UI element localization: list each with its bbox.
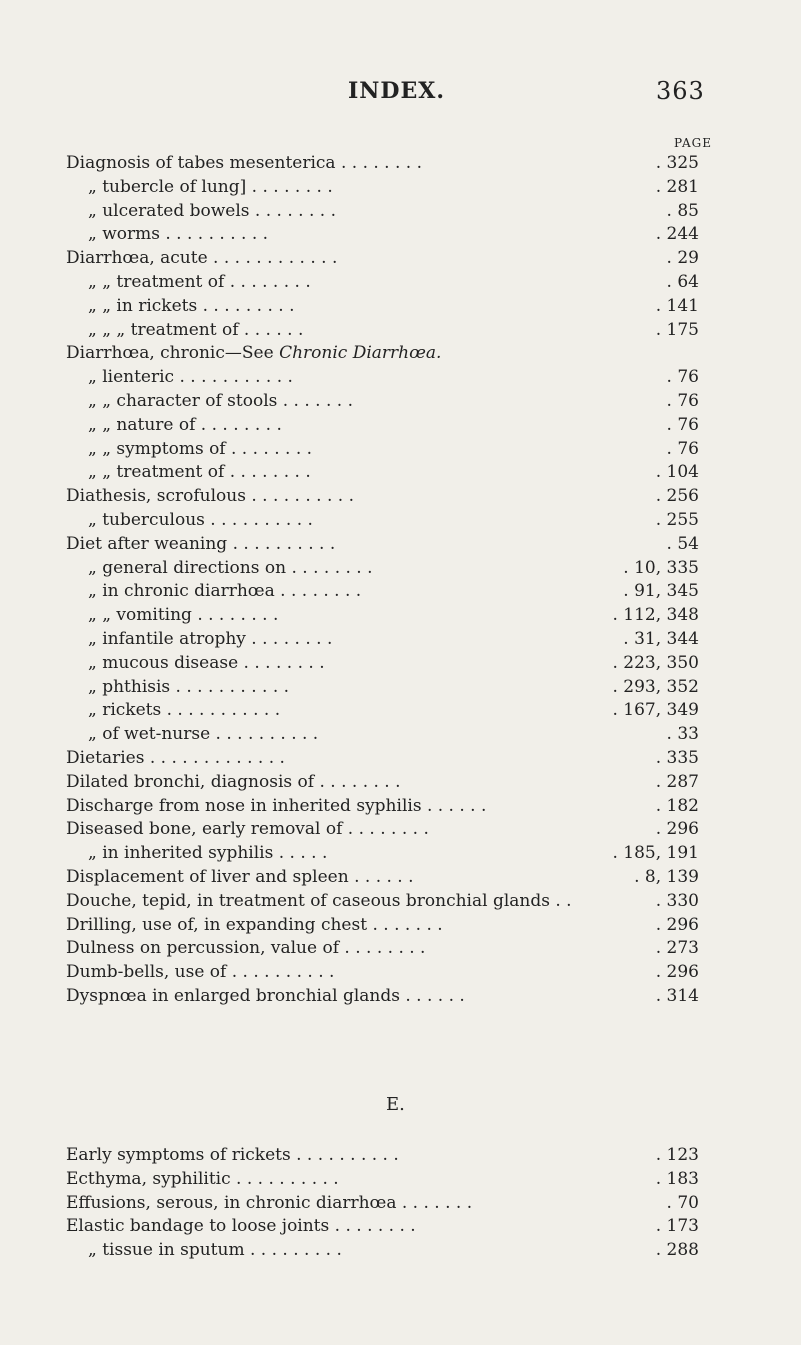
entry-page-number: . 33 [666, 724, 699, 745]
index-entry [0, 319, 801, 343]
entry-text: „ lienteric . . . . . . . . . . . [88, 367, 293, 388]
index-entry [0, 937, 801, 961]
entry-page-number: . 296 [655, 914, 699, 935]
entry-page-number: . 287 [655, 771, 699, 792]
entry-text: „ „ nature of . . . . . . . . [88, 414, 282, 435]
entry-text: „ infantile atrophy . . . . . . . . [88, 628, 333, 649]
index-entry [0, 485, 801, 509]
entry-text: Diagnosis of tabes mesenterica . . . . . . . . [66, 153, 423, 173]
index-entry [0, 366, 801, 390]
index-entries-d [0, 152, 801, 1009]
page-header [0, 78, 801, 108]
entry-text: Displacement of liver and spleen . . . . . . [66, 866, 414, 887]
entry-page-number: . 293, 352 [612, 676, 699, 697]
entry-page-number: . 112, 348 [612, 605, 699, 626]
index-entry [0, 438, 801, 462]
entry-text: „ mucous disease . . . . . . . . [88, 652, 325, 673]
entry-text: „ of wet-nurse . . . . . . . . . . [88, 724, 319, 745]
entry-italic-reference: Chronic Diarrhœa. [279, 343, 442, 364]
index-entry [0, 628, 801, 652]
entry-text: Early symptoms of rickets . . . . . . . . . . [66, 1145, 399, 1165]
index-entry [0, 842, 801, 866]
index-entry [0, 818, 801, 842]
entry-text: „ tissue in sputum . . . . . . . . . [88, 1240, 342, 1261]
entry-page-number: . 223, 350 [612, 652, 699, 673]
index-entry [0, 1215, 801, 1239]
index-entry [0, 533, 801, 557]
entry-page-number: . 296 [655, 819, 699, 840]
entry-text: „ worms . . . . . . . . . . [88, 224, 269, 245]
entry-page-number: . 31, 344 [623, 628, 699, 649]
entry-page-number: . 54 [666, 533, 699, 554]
entry-page-number: . 256 [655, 486, 699, 507]
index-entry [0, 176, 801, 200]
entry-text: „ „ vomiting . . . . . . . . [88, 605, 279, 626]
entry-page-number: . 91, 345 [623, 581, 699, 602]
entry-text: „ in chronic diarrhœa . . . . . . . . [88, 581, 362, 602]
index-entry [0, 390, 801, 414]
entry-text: „ „ symptoms of . . . . . . . . [88, 438, 313, 459]
index-entry [0, 699, 801, 723]
entry-text: Diseased bone, early removal of . . . . . . . . [66, 819, 429, 840]
entry-page-number: . 325 [655, 153, 699, 173]
index-entry [0, 985, 801, 1009]
index-entry [0, 200, 801, 224]
index-entry [0, 223, 801, 247]
entry-page-number: . 64 [666, 271, 699, 292]
index-entry [0, 890, 801, 914]
entry-page-number: . 281 [655, 176, 699, 197]
entry-page-number: . 296 [655, 962, 699, 983]
entry-page-number: . 173 [655, 1216, 699, 1237]
entry-page-number: . 76 [666, 438, 699, 459]
entry-text: „ „ treatment of . . . . . . . . [88, 462, 311, 483]
entry-text: „ general directions on . . . . . . . . [88, 557, 373, 578]
index-entry [0, 342, 801, 366]
entry-text: „ ulcerated bowels . . . . . . . . [88, 200, 336, 221]
entry-text: Ecthyma, syphilitic . . . . . . . . . . [66, 1168, 339, 1189]
entry-page-number: . 8, 139 [634, 866, 699, 887]
index-entry [0, 295, 801, 319]
page-title: INDEX. [348, 78, 445, 104]
index-entry [0, 604, 801, 628]
index-entry [0, 557, 801, 581]
entry-page-number: . 175 [655, 319, 699, 340]
entry-text: Diathesis, scrofulous . . . . . . . . . . [66, 486, 355, 507]
entry-page-number: . 76 [666, 390, 699, 411]
entry-page-number: . 182 [655, 795, 699, 816]
index-entry [0, 961, 801, 985]
index-entry [0, 866, 801, 890]
index-entry [0, 1192, 801, 1216]
entry-page-number: . 70 [666, 1192, 699, 1213]
index-entry [0, 676, 801, 700]
entry-page-number: . 29 [666, 248, 699, 269]
entry-text: „ „ character of stools . . . . . . . [88, 390, 354, 411]
entry-page-number: . 314 [655, 985, 699, 1006]
index-entry [0, 509, 801, 533]
index-entry [0, 652, 801, 676]
entry-page-number: . 273 [655, 938, 699, 959]
entry-page-number: . 85 [666, 200, 699, 221]
entry-page-number: . 288 [655, 1240, 699, 1261]
entry-text: Discharge from nose in inherited syphilis . . . . . . [66, 795, 487, 816]
entry-page-number: . 123 [655, 1145, 699, 1165]
index-entry [0, 795, 801, 819]
index-entry [0, 461, 801, 485]
index-entry [0, 152, 801, 176]
index-entry [0, 723, 801, 747]
index-entries-e [0, 1144, 801, 1263]
entry-page-number: . 255 [655, 509, 699, 530]
entry-page-number: . 104 [655, 462, 699, 483]
entry-text: „ phthisis . . . . . . . . . . . [88, 676, 290, 697]
entry-text: Effusions, serous, in chronic diarrhœa . . . . . . . [66, 1192, 473, 1213]
entry-text: „ „ „ treatment of . . . . . . [88, 319, 304, 340]
entry-page-number: . 183 [655, 1168, 699, 1189]
index-entry [0, 1239, 801, 1263]
page-column-label: PAGE [674, 136, 712, 150]
entry-page-number: . 10, 335 [623, 557, 699, 578]
index-entry [0, 414, 801, 438]
entry-page-number: . 244 [655, 224, 699, 245]
entry-text: Dulness on percussion, value of . . . . . . . . [66, 938, 426, 959]
entry-text: Dilated bronchi, diagnosis of . . . . . . . . [66, 771, 401, 792]
entry-text: Diarrhœa, chronic—See Chronic Diarrhœa. [66, 343, 442, 364]
entry-page-number: . 76 [666, 414, 699, 435]
index-entry [0, 247, 801, 271]
entry-text: Dumb-bells, use of . . . . . . . . . . [66, 962, 335, 983]
index-entry [0, 271, 801, 295]
entry-text: „ rickets . . . . . . . . . . . [88, 700, 281, 721]
index-entry [0, 914, 801, 938]
entry-text: Dietaries . . . . . . . . . . . . . [66, 747, 285, 768]
entry-text: Dyspnœa in enlarged bronchial glands . . . . . . [66, 985, 465, 1006]
index-entry [0, 1144, 801, 1168]
entry-text: „ tuberculous . . . . . . . . . . [88, 509, 313, 530]
section-heading-e: E. [386, 1094, 405, 1115]
entry-text: Elastic bandage to loose joints . . . . . . . . [66, 1216, 416, 1237]
entry-text: Diet after weaning . . . . . . . . . . [66, 533, 336, 554]
entry-text: „ „ treatment of . . . . . . . . [88, 271, 311, 292]
entry-text: Douche, tepid, in treatment of caseous bronchial glands . . [66, 890, 572, 911]
entry-page-number: . 76 [666, 367, 699, 388]
entry-text: Drilling, use of, in expanding chest . . . . . . . [66, 914, 443, 935]
index-entry [0, 747, 801, 771]
index-entry [0, 771, 801, 795]
page-number: 363 [656, 77, 705, 105]
index-entry [0, 1168, 801, 1192]
entry-text: „ in inherited syphilis . . . . . [88, 843, 328, 864]
entry-text: „ tubercle of lung] . . . . . . . . [88, 176, 333, 197]
entry-text: „ „ in rickets . . . . . . . . . [88, 295, 295, 316]
entry-page-number: . 141 [655, 295, 699, 316]
entry-text: Diarrhœa, acute . . . . . . . . . . . . [66, 248, 338, 269]
index-entry [0, 580, 801, 604]
entry-page-number: . 335 [655, 747, 699, 768]
entry-page-number: . 167, 349 [612, 700, 699, 721]
entry-page-number: . 330 [655, 890, 699, 911]
entry-page-number: . 185, 191 [612, 843, 699, 864]
